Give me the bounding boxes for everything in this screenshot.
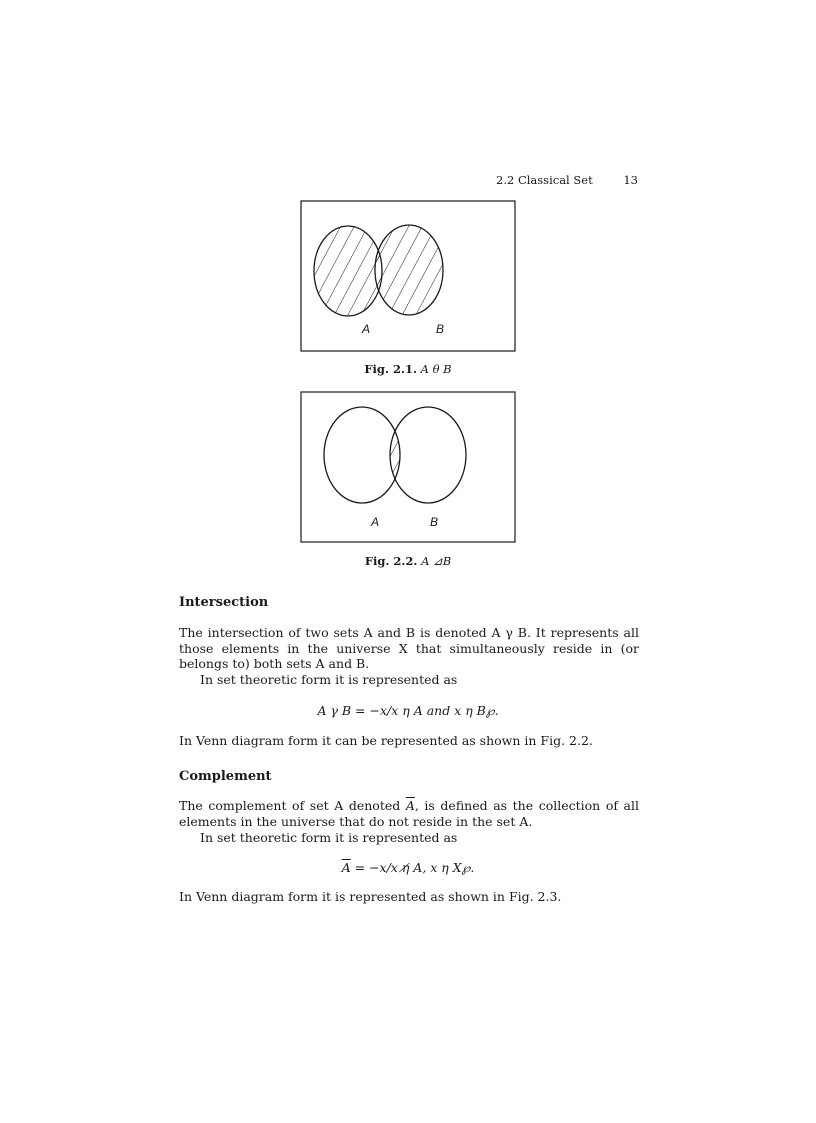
intersection-paragraph: The intersection of two sets A and B is denoted A γ B. It represents all those elements in the universe X that simultaneously reside in (or belongs to) both sets A and B. [179, 625, 639, 671]
complement-formula-rest: = −x/x η̸ A, x η X℘. [350, 860, 475, 875]
header-section: 2.2 Classical Set [496, 173, 593, 187]
complement-paragraph [179, 798, 639, 829]
label-a: A [371, 515, 380, 529]
circle-b [390, 407, 466, 503]
complement-set-form-intro: In set theoretic form it is represented as [200, 830, 458, 845]
complement-text-end: , is defined as the collection of all elements in the universe that do not reside in the set A. [179, 798, 640, 829]
caption-expression: A θ B [420, 362, 452, 376]
section-title-complement: Complement [179, 769, 272, 784]
complement-formula-symbol: $\overline{A}$ [341, 860, 351, 875]
caption-label: Fig. 2.1. [364, 362, 417, 376]
intersection-formula: A γ B = −x/x η A and x η B℘. [317, 703, 499, 718]
figure-2-1 [300, 200, 517, 353]
intersection-set-form-intro: In set theoretic form it is represented as [200, 672, 458, 687]
complement-venn-note: In Venn diagram form it is represented as shown in Fig. 2.3. [179, 889, 562, 904]
complement-text-start: The complement of set A denoted [179, 798, 406, 813]
label-b: B [436, 322, 445, 336]
caption-label: Fig. 2.2. [364, 554, 418, 568]
complement-symbol: $\overline{A}$ [405, 798, 415, 813]
figure-2-2 [300, 391, 517, 544]
complement-formula [0, 860, 816, 875]
running-header [0, 173, 638, 187]
figure-2-1-caption [0, 362, 816, 376]
label-a: A [362, 322, 371, 336]
caption-expression: A ⊿B [421, 554, 452, 568]
figure-2-2-caption [0, 554, 816, 568]
intersection-venn-note: In Venn diagram form it can be represented as shown in Fig. 2.2. [179, 733, 593, 748]
page-number: 13 [623, 173, 638, 187]
label-b: B [430, 515, 439, 529]
section-title-intersection: Intersection [179, 595, 269, 610]
circle-a [324, 407, 400, 503]
